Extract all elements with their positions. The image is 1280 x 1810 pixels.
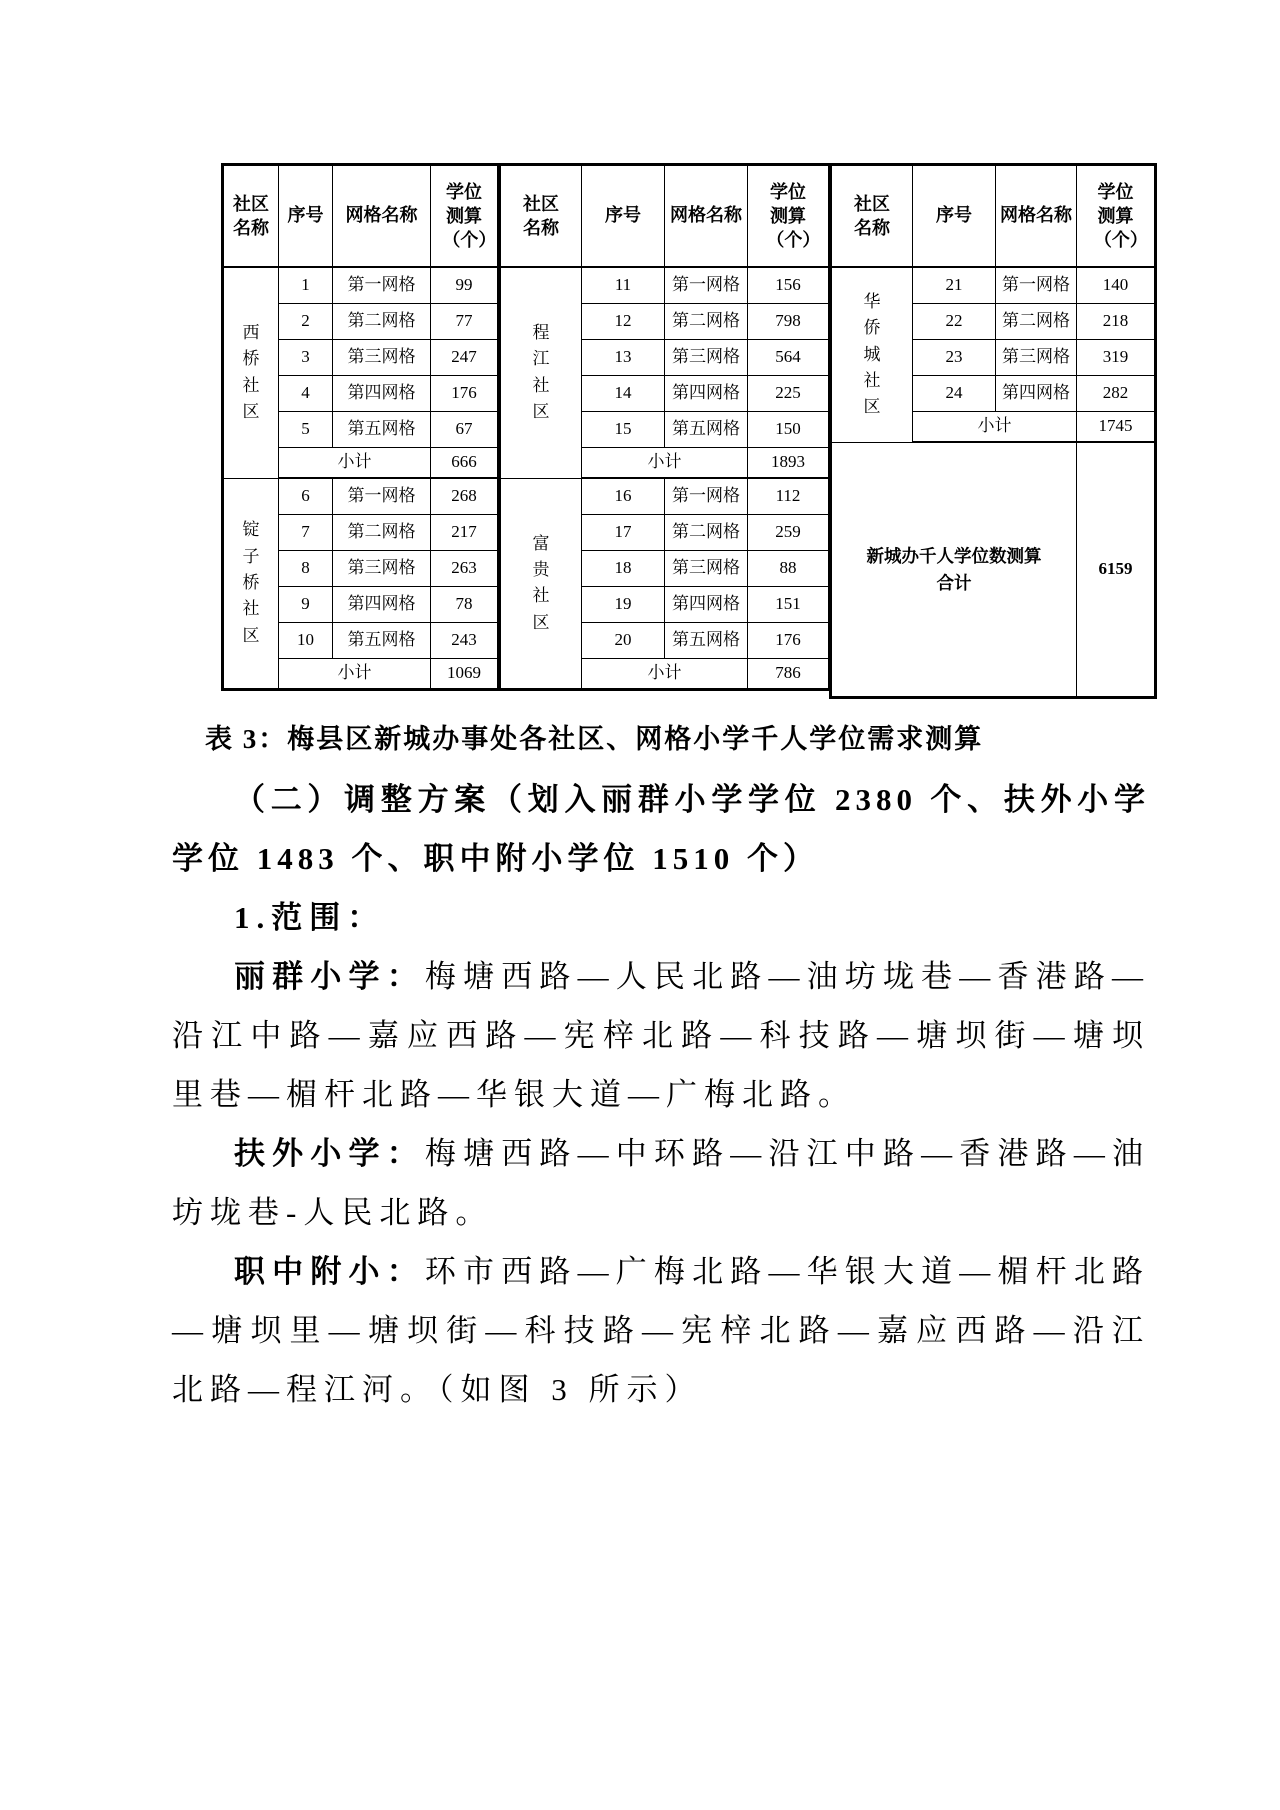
cell-no: 12 (582, 304, 665, 340)
cell-grid: 第五网格 (333, 623, 431, 659)
section-heading: （二）调整方案（划入丽群小学学位 2380 个、扶外小学学位 1483 个、职中附小学位 1510 个） (172, 782, 1150, 876)
cell-grid: 第五网格 (333, 412, 431, 448)
paragraph-liqun (172, 947, 1150, 1124)
cell-grid: 第五网格 (665, 623, 748, 659)
cell-no: 2 (279, 304, 333, 340)
table-row (500, 478, 830, 515)
cell-seats: 247 (431, 340, 499, 376)
subtotal-value: 786 (748, 659, 830, 690)
community-cell (831, 267, 913, 442)
cell-seats: 268 (431, 478, 499, 515)
cell-seats: 156 (748, 267, 830, 304)
cell-seats: 259 (748, 515, 830, 551)
cell-grid: 第四网格 (665, 376, 748, 412)
cell-seats: 151 (748, 587, 830, 623)
header-grid: 网格名称 (333, 165, 431, 268)
header-seats (1077, 165, 1156, 268)
subtotal-value: 1069 (431, 659, 499, 690)
cell-no: 9 (279, 587, 333, 623)
cell-no: 7 (279, 515, 333, 551)
table-group-3 (829, 163, 1157, 699)
cell-grid: 第三网格 (665, 340, 748, 376)
paragraph-text: 梅塘西路—人民北路—油坊垅巷—香港路—沿江中路—嘉应西路—宪梓北路—科技路—塘坝街—塘坝里巷—楣杆北路—华银大道—广梅北路。 (172, 959, 1151, 1112)
table-row (500, 267, 830, 304)
cell-grid: 第五网格 (665, 412, 748, 448)
header-community-label: 社区名称 (854, 193, 890, 238)
cell-grid: 第一网格 (333, 478, 431, 515)
grand-total-row (831, 442, 1156, 698)
cell-no: 10 (279, 623, 333, 659)
cell-no: 8 (279, 551, 333, 587)
cell-grid: 第二网格 (333, 515, 431, 551)
cell-grid: 第二网格 (665, 515, 748, 551)
cell-no: 5 (279, 412, 333, 448)
cell-grid: 第一网格 (996, 267, 1077, 304)
cell-seats: 99 (431, 267, 499, 304)
cell-no: 14 (582, 376, 665, 412)
cell-seats: 798 (748, 304, 830, 340)
cell-seats: 218 (1077, 304, 1156, 340)
cell-grid: 第二网格 (665, 304, 748, 340)
cell-no: 1 (279, 267, 333, 304)
cell-grid: 第四网格 (996, 376, 1077, 412)
cell-seats: 176 (431, 376, 499, 412)
paragraph-text: 梅塘西路—中环路—沿江中路—香港路—油坊垅巷-人民北路。 (172, 1136, 1151, 1230)
cell-no: 6 (279, 478, 333, 515)
cell-seats: 217 (431, 515, 499, 551)
cell-grid: 第三网格 (333, 340, 431, 376)
cell-grid: 第四网格 (333, 376, 431, 412)
paragraph-lead: 丽群小学： (234, 959, 425, 994)
paragraph-text: 环市西路—广梅北路—华银大道—楣杆北路—塘坝里—塘坝街—科技路—宪梓北路—嘉应西路—沿江北路—程江河。（如图 3 所示） (172, 1254, 1151, 1407)
header-community-label: 社区名称 (523, 193, 559, 238)
subtotal-label: 小计 (279, 659, 431, 690)
cell-grid: 第一网格 (665, 478, 748, 515)
table-row (223, 478, 499, 515)
cell-no: 18 (582, 551, 665, 587)
paragraph-fuwai (172, 1124, 1150, 1242)
header-seats (748, 165, 830, 268)
header-no: 序号 (279, 165, 333, 268)
community-cell (223, 267, 279, 478)
paragraph-zhizhongfuxiao (172, 1242, 1150, 1419)
cell-grid: 第三网格 (996, 340, 1077, 376)
cell-seats: 77 (431, 304, 499, 340)
table-group-2 (498, 163, 831, 691)
cell-seats: 67 (431, 412, 499, 448)
cell-seats: 282 (1077, 376, 1156, 412)
table-row (831, 267, 1156, 304)
subtotal-value: 1893 (748, 448, 830, 479)
subtotal-label: 小计 (582, 448, 748, 479)
cell-grid: 第四网格 (333, 587, 431, 623)
cell-grid: 第一网格 (333, 267, 431, 304)
header-seats (431, 165, 499, 268)
seats-table (221, 163, 1157, 699)
table-row (223, 267, 499, 304)
community-name: 富贵社区 (532, 533, 550, 632)
cell-grid: 第三网格 (333, 551, 431, 587)
community-name: 华侨城社区 (863, 291, 881, 417)
community-name: 程江社区 (532, 323, 550, 422)
cell-grid: 第一网格 (665, 267, 748, 304)
cell-no: 24 (913, 376, 996, 412)
community-cell (500, 478, 582, 690)
header-no: 序号 (913, 165, 996, 268)
subtotal-label: 小计 (913, 412, 1077, 443)
cell-grid: 第二网格 (333, 304, 431, 340)
community-cell (500, 267, 582, 478)
paragraph-lead: 职中附小： (234, 1254, 425, 1289)
cell-seats: 140 (1077, 267, 1156, 304)
table-header-row (500, 165, 830, 268)
cell-no: 16 (582, 478, 665, 515)
cell-grid: 第三网格 (665, 551, 748, 587)
cell-grid: 第四网格 (665, 587, 748, 623)
cell-no: 3 (279, 340, 333, 376)
cell-seats: 112 (748, 478, 830, 515)
range-label: 1.范围： (234, 900, 386, 935)
subtotal-label: 小计 (279, 448, 431, 479)
cell-no: 21 (913, 267, 996, 304)
header-grid: 网格名称 (996, 165, 1077, 268)
cell-seats: 150 (748, 412, 830, 448)
cell-seats: 176 (748, 623, 830, 659)
cell-seats: 243 (431, 623, 499, 659)
subtotal-value: 1745 (1077, 412, 1156, 443)
header-community (500, 165, 582, 268)
header-grid: 网格名称 (665, 165, 748, 268)
cell-no: 19 (582, 587, 665, 623)
document-body (172, 718, 1150, 1419)
header-community (223, 165, 279, 268)
cell-no: 15 (582, 412, 665, 448)
cell-no: 4 (279, 376, 333, 412)
header-seats-label: 学位测算（个） (442, 181, 497, 251)
cell-no: 23 (913, 340, 996, 376)
cell-seats: 564 (748, 340, 830, 376)
community-cell (223, 478, 279, 690)
community-name: 西桥社区 (242, 323, 260, 422)
community-name: 锭子桥社区 (242, 520, 260, 645)
subtotal-label: 小计 (582, 659, 748, 690)
table-header-row (223, 165, 499, 268)
header-seats-label: 学位测算（个） (1093, 181, 1148, 251)
cell-seats: 88 (748, 551, 830, 587)
header-no: 序号 (582, 165, 665, 268)
grand-total-value: 6159 (1077, 442, 1156, 698)
cell-no: 22 (913, 304, 996, 340)
table-caption: 表 3：梅县区新城办事处各社区、网格小学千人学位需求测算 (205, 724, 984, 754)
cell-seats: 319 (1077, 340, 1156, 376)
cell-no: 20 (582, 623, 665, 659)
table-header-row (831, 165, 1156, 268)
cell-no: 11 (582, 267, 665, 304)
paragraph-lead: 扶外小学： (234, 1136, 425, 1171)
cell-seats: 263 (431, 551, 499, 587)
grand-total-label-text: 新城办千人学位数测算合计 (866, 546, 1042, 593)
cell-no: 17 (582, 515, 665, 551)
cell-no: 13 (582, 340, 665, 376)
cell-grid: 第二网格 (996, 304, 1077, 340)
header-seats-label: 学位测算（个） (766, 181, 821, 251)
subtotal-value: 666 (431, 448, 499, 479)
header-community-label: 社区名称 (233, 193, 269, 238)
grand-total-label (831, 442, 1077, 698)
header-community (831, 165, 913, 268)
cell-seats: 78 (431, 587, 499, 623)
table-group-1 (221, 163, 500, 691)
cell-seats: 225 (748, 376, 830, 412)
